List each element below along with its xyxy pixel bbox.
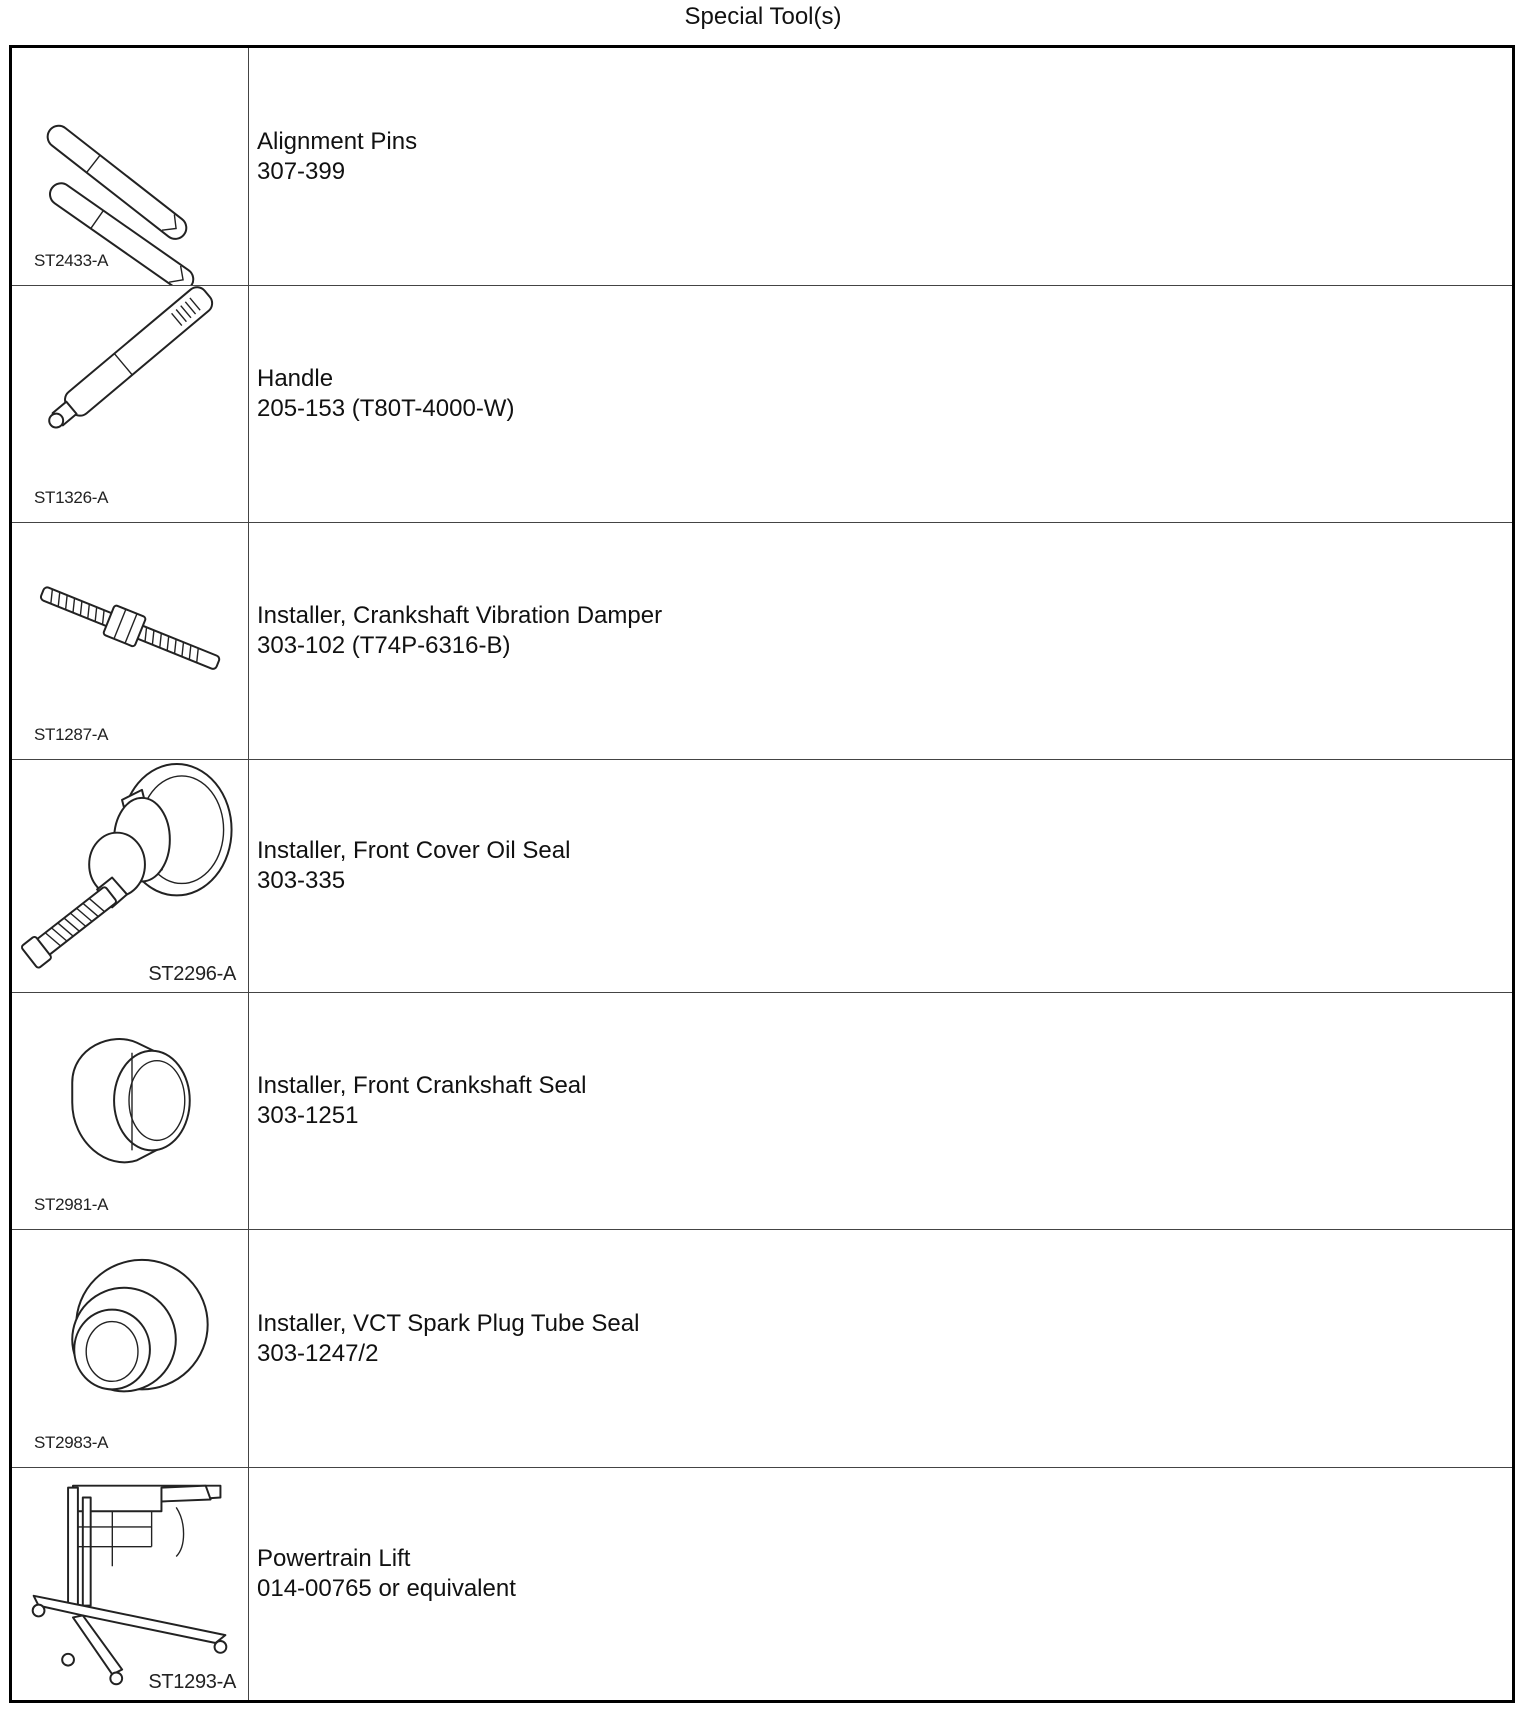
tool-illustration-cell [12, 993, 249, 1229]
tool-description [249, 523, 1512, 759]
tool-name: Installer, Crankshaft Vibration Damper [257, 602, 663, 629]
tool-image-code: ST2983-A [34, 1433, 109, 1452]
table-row [12, 522, 1512, 759]
tool-description [249, 1468, 1512, 1700]
tool-illustration-cell [12, 523, 249, 759]
tool-image-code: ST2981-A [34, 1195, 109, 1214]
tool-image-code: ST1293-A [148, 1671, 236, 1693]
tool-illustration-cell [12, 1468, 249, 1700]
tool-description [249, 760, 1512, 992]
tool-description [249, 48, 1512, 285]
seal-sleeve-icon [12, 993, 248, 1229]
alignment-pins-icon [12, 48, 248, 285]
tool-number: 014-00765 or equivalent [257, 1575, 516, 1602]
tool-description [249, 1230, 1512, 1467]
tool-illustration-cell [12, 1230, 249, 1467]
tool-description [249, 993, 1512, 1229]
tool-description [249, 286, 1512, 522]
tool-image-code: ST2296-A [148, 963, 236, 985]
tool-number: 303-1251 [257, 1102, 359, 1129]
threaded-rod-icon [12, 523, 248, 759]
tool-illustration-cell [12, 760, 249, 992]
table-row [12, 759, 1512, 992]
special-tools-table [9, 45, 1515, 1703]
tool-number: 303-335 [257, 867, 346, 894]
tool-illustration-cell [12, 48, 249, 285]
table-row [12, 1467, 1512, 1700]
seal-installer-icon [12, 760, 248, 992]
tool-illustration-cell [12, 286, 249, 522]
powertrain-lift-icon [12, 1468, 248, 1700]
tool-name: Powertrain Lift [257, 1545, 411, 1572]
table-row [12, 48, 1512, 285]
tool-name: Alignment Pins [257, 127, 418, 155]
tool-name: Handle [257, 365, 334, 392]
table-row [12, 285, 1512, 522]
tool-number: 303-1247/2 [257, 1339, 379, 1367]
handle-icon [12, 286, 248, 522]
tool-number: 303-102 (T74P-6316-B) [257, 632, 511, 659]
tool-image-code: ST1326-A [34, 488, 109, 507]
tool-name: Installer, Front Cover Oil Seal [257, 837, 571, 864]
tool-name: Installer, VCT Spark Plug Tube Seal [257, 1309, 640, 1337]
table-row [12, 992, 1512, 1229]
tool-number: 205-153 (T80T-4000-W) [257, 395, 515, 422]
page-title: Special Tool(s) [684, 3, 842, 30]
tool-image-code: ST2433-A [34, 251, 109, 270]
tube-seal-installer-icon [12, 1230, 248, 1467]
table-row [12, 1229, 1512, 1467]
tool-name: Installer, Front Crankshaft Seal [257, 1072, 587, 1099]
tool-image-code: ST1287-A [34, 725, 109, 744]
tool-number: 307-399 [257, 157, 346, 185]
